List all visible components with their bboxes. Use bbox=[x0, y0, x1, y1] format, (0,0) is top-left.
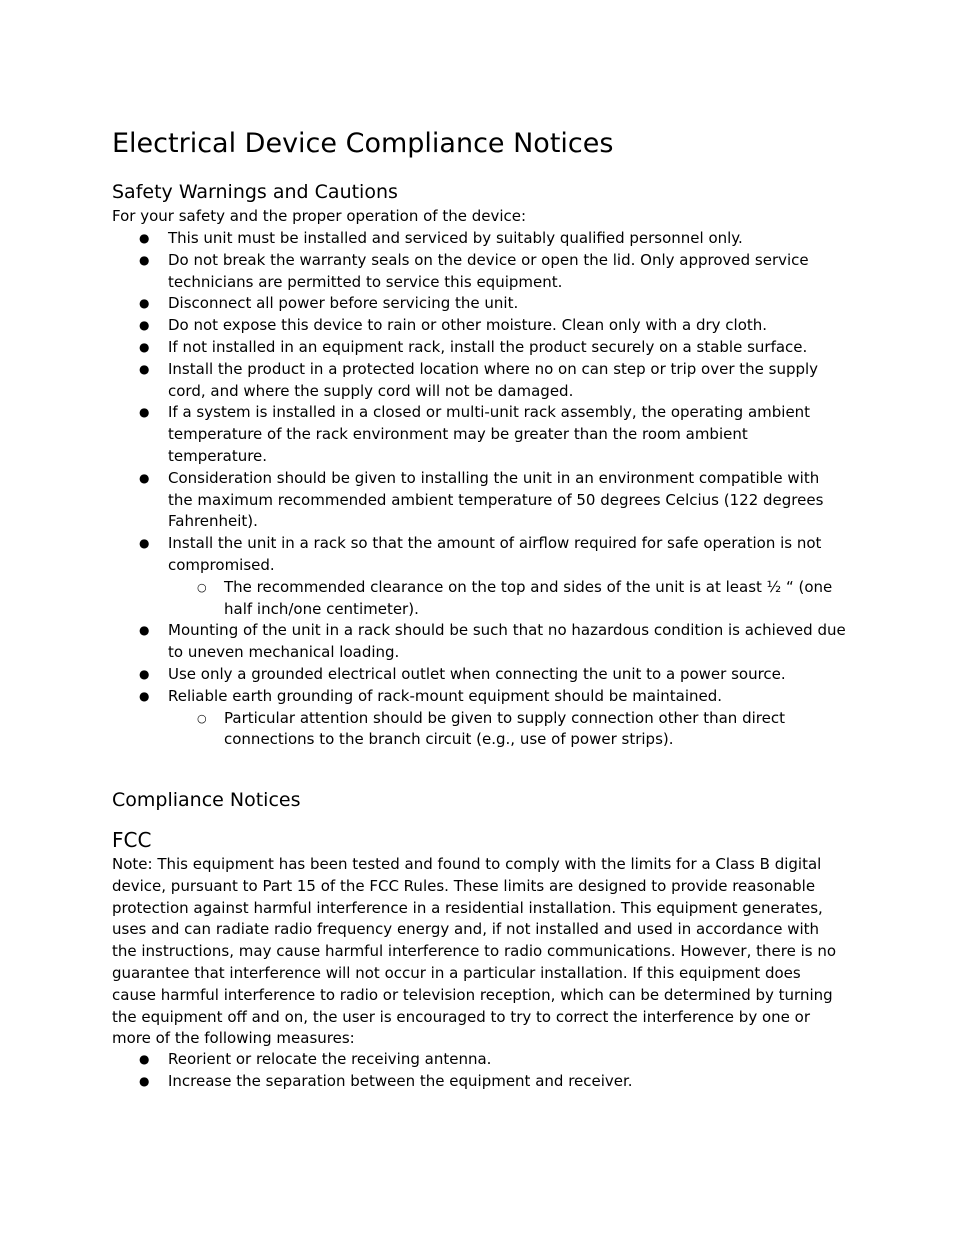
list-item: ● Install the product in a protected location where no on can step or trip over the supply cord, and where the supply cord will not be damaged. bbox=[139, 359, 819, 400]
list-item: ● Reliable earth grounding of rack-mount equipment should be maintained. ○ Particular attention should be given to supply connection other than direct connections to the branch circuit (e.g., use of power strips). bbox=[112, 686, 847, 751]
bullet-icon: ● bbox=[139, 666, 150, 681]
bullet-icon: ● bbox=[139, 318, 150, 333]
list-item: ● Mounting of the unit in a rack should be such that no hazardous condition is achieved due to uneven mechanical loading. bbox=[139, 621, 846, 662]
list-item: ● Disconnect all power before servicing the unit. bbox=[112, 293, 847, 315]
compliance-heading: Compliance Notices bbox=[112, 789, 301, 811]
sub-list-item: ○ Particular attention should be given to supply connection other than direct connections to the branch circuit (e.g., use of power strips). bbox=[197, 708, 785, 749]
list-item: ● Reorient or relocate the receiving antenna. bbox=[112, 1049, 847, 1071]
list-item: ● If a system is installed in a closed or multi-unit rack assembly, the operating ambient temperature of the rack environment may be greater than the room ambient temperature. bbox=[139, 403, 811, 465]
bullet-icon: ● bbox=[139, 1073, 150, 1088]
document-title: Electrical Device Compliance Notices bbox=[112, 128, 614, 159]
bullet-icon: ● bbox=[139, 252, 150, 267]
bullet-icon: ● bbox=[139, 339, 150, 354]
fcc-heading: FCC bbox=[112, 828, 152, 852]
bullet-icon: ● bbox=[139, 536, 150, 551]
safety-intro: For your safety and the proper operation of the device: bbox=[112, 207, 527, 225]
circle-bullet-icon: ○ bbox=[197, 580, 207, 594]
fcc-note: Note: This equipment has been tested and found to comply with the limits for a Class B digital device, pursuant to Part 15 of the FCC Rules. These limits are designed to provide reasonable protection against harmful interference in a residential installation. This equipment generates, uses and can radiate radio frequency energy and, if not installed and used in accordance with the instructions, may cause harmful interference to radio communications. However, there is no guarantee that interference will not occur in a particular installation. If this equipment does cause harmful interference to radio or television reception, which can be determined by turning the equipment off and on, the user is encouraged to try to correct the interference by one or more of the following measures: bbox=[112, 855, 836, 1048]
list-item: ● Consideration should be given to installing the unit in an environment compatible with the maximum recommended ambient temperature of 50 degrees Celcius (122 degrees Fahrenheit). bbox=[139, 468, 824, 531]
fcc-measures-list bbox=[112, 1049, 847, 1093]
bullet-icon: ● bbox=[139, 688, 150, 703]
bullet-icon: ● bbox=[139, 405, 150, 420]
bullet-icon: ● bbox=[139, 1052, 150, 1066]
list-item: ● Use only a grounded electrical outlet when connecting the unit to a power source. bbox=[112, 664, 847, 686]
list-item: ● If not installed in an equipment rack, install the product securely on a stable surface. bbox=[112, 337, 847, 359]
bullet-icon: ● bbox=[139, 470, 150, 485]
list-item: ● Install the unit in a rack so that the amount of airflow required for safe operation is not compromised. ○ The recommended clearance on the top and sides of the unit is at least ½ “ (one half inch/one centimeter). bbox=[112, 533, 847, 620]
bullet-icon: ● bbox=[139, 231, 150, 245]
list-item: ● Do not expose this device to rain or other moisture. Clean only with a dry cloth. bbox=[112, 315, 847, 337]
sub-list-item: ○ The recommended clearance on the top and sides of the unit is at least ½ “ (one half inch/one centimeter). bbox=[197, 577, 833, 618]
list-item: ● Do not break the warranty seals on the device or open the lid. Only approved service technicians are permitted to service this equipment. bbox=[139, 250, 809, 291]
circle-bullet-icon: ○ bbox=[197, 711, 207, 725]
sub-list bbox=[168, 577, 847, 621]
safety-heading: Safety Warnings and Cautions bbox=[112, 181, 398, 203]
list-item: ● This unit must be installed and serviced by suitably qualified personnel only. bbox=[112, 228, 847, 250]
bullet-icon: ● bbox=[139, 623, 150, 638]
list-item: ● Increase the separation between the equipment and receiver. bbox=[112, 1071, 847, 1093]
safety-list bbox=[112, 228, 847, 751]
sub-list bbox=[168, 708, 847, 752]
bullet-icon: ● bbox=[139, 361, 150, 376]
bullet-icon: ● bbox=[139, 296, 150, 311]
